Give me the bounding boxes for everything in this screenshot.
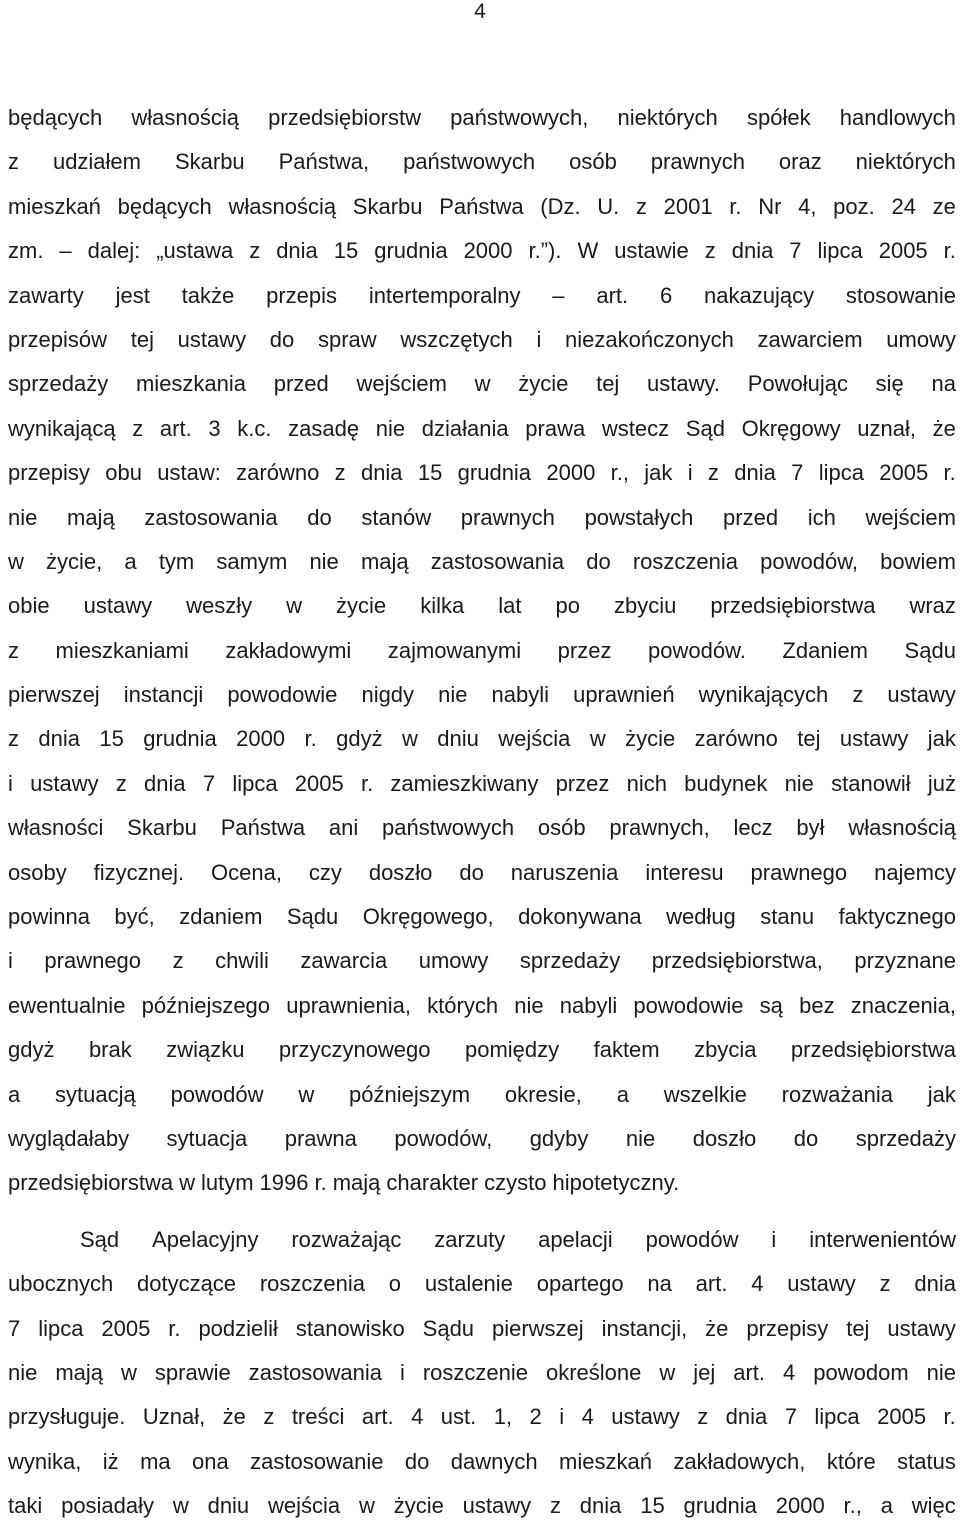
- text-line: obie ustawy weszły w życie kilka lat po zbyciu przedsiębiorstwa wraz: [8, 593, 956, 619]
- text-line: nie mają zastosowania do stanów prawnych powstałych przed ich wejściem: [8, 504, 956, 530]
- text-line: nie mają w sprawie zastosowania i roszczenie określone w jej art. 4 powodom nie: [8, 1359, 956, 1385]
- text-line: Sąd Apelacyjny rozważając zarzuty apelacji powodów i interwenientów: [80, 1226, 956, 1252]
- text-line: taki posiadały w dniu wejścia w życie ustawy z dnia 15 grudnia 2000 r., a więc: [8, 1493, 956, 1519]
- paragraph-gap: [8, 1206, 956, 1218]
- text-line: przepisów tej ustawy do spraw wszczętych i niezakończonych zawarciem umowy: [8, 326, 956, 352]
- page-number: 4: [474, 0, 486, 23]
- text-line: osoby fizycznej. Ocena, czy doszło do naruszenia interesu prawnego najemcy: [8, 859, 956, 885]
- paragraph: [8, 1218, 956, 1529]
- text-line: z mieszkaniami zakładowymi zajmowanymi przez powodów. Zdaniem Sądu: [8, 637, 956, 663]
- text-line: z dnia 15 grudnia 2000 r. gdyż w dniu wejścia w życie zarówno tej ustawy jak: [8, 726, 956, 752]
- text-line: wynikającą z art. 3 k.c. zasadę nie działania prawa wstecz Sąd Okręgowy uznał, że: [8, 415, 956, 441]
- text-line: przepisy obu ustaw: zarówno z dnia 15 grudnia 2000 r., jak i z dnia 7 lipca 2005 r.: [8, 460, 956, 486]
- text-line: i prawnego z chwili zawarcia umowy sprzedaży przedsiębiorstwa, przyznane: [8, 948, 956, 974]
- text-line: ewentualnie późniejszego uprawnienia, których nie nabyli powodowie są bez znaczenia,: [8, 992, 956, 1018]
- text-line: przedsiębiorstwa w lutym 1996 r. mają charakter czysto hipotetyczny.: [8, 1170, 680, 1196]
- text-line: a sytuacją powodów w późniejszym okresie, a wszelkie rozważania jak: [8, 1081, 956, 1107]
- text-line: ubocznych dotyczące roszczenia o ustalenie opartego na art. 4 ustawy z dnia: [8, 1271, 956, 1297]
- text-line: pierwszej instancji powodowie nigdy nie nabyli uprawnień wynikających z ustawy: [8, 682, 956, 708]
- text-line: 7 lipca 2005 r. podzielił stanowisko Sądu pierwszej instancji, że przepisy tej ustawy: [8, 1315, 956, 1341]
- text-line: z udziałem Skarbu Państwa, państwowych osób prawnych oraz niektórych: [8, 149, 956, 175]
- text-line: zm. – dalej: „ustawa z dnia 15 grudnia 2000 r.”). W ustawie z dnia 7 lipca 2005 r.: [8, 238, 956, 264]
- text-line: będących własnością przedsiębiorstw państwowych, niektórych spółek handlowych: [8, 105, 956, 130]
- text-line: wyglądałaby sytuacja prawna powodów, gdyby nie doszło do sprzedaży: [8, 1125, 956, 1151]
- document-body: [8, 96, 956, 1529]
- text-line: własności Skarbu Państwa ani państwowych osób prawnych, lecz był własnością: [8, 815, 956, 841]
- text-line: wynika, iż ma ona zastosowanie do dawnych mieszkań zakładowych, które status: [8, 1448, 956, 1474]
- text-line: zawarty jest także przepis intertemporalny – art. 6 nakazujący stosowanie: [8, 282, 956, 308]
- text-line: sprzedaży mieszkania przed wejściem w życie tej ustawy. Powołując się na: [8, 371, 956, 397]
- text-line: mieszkań będących własnością Skarbu Państwa (Dz. U. z 2001 r. Nr 4, poz. 24 ze: [8, 193, 956, 219]
- paragraph: [8, 96, 956, 1206]
- text-line: gdyż brak związku przyczynowego pomiędzy faktem zbycia przedsiębiorstwa: [8, 1037, 956, 1063]
- text-line: i ustawy z dnia 7 lipca 2005 r. zamieszkiwany przez nich budynek nie stanowił już: [8, 770, 956, 796]
- text-line: w życie, a tym samym nie mają zastosowania do roszczenia powodów, bowiem: [8, 548, 956, 574]
- text-line: przysługuje. Uznał, że z treści art. 4 ust. 1, 2 i 4 ustawy z dnia 7 lipca 2005 r.: [8, 1404, 956, 1430]
- text-line: powinna być, zdaniem Sądu Okręgowego, dokonywana według stanu faktycznego: [8, 904, 956, 930]
